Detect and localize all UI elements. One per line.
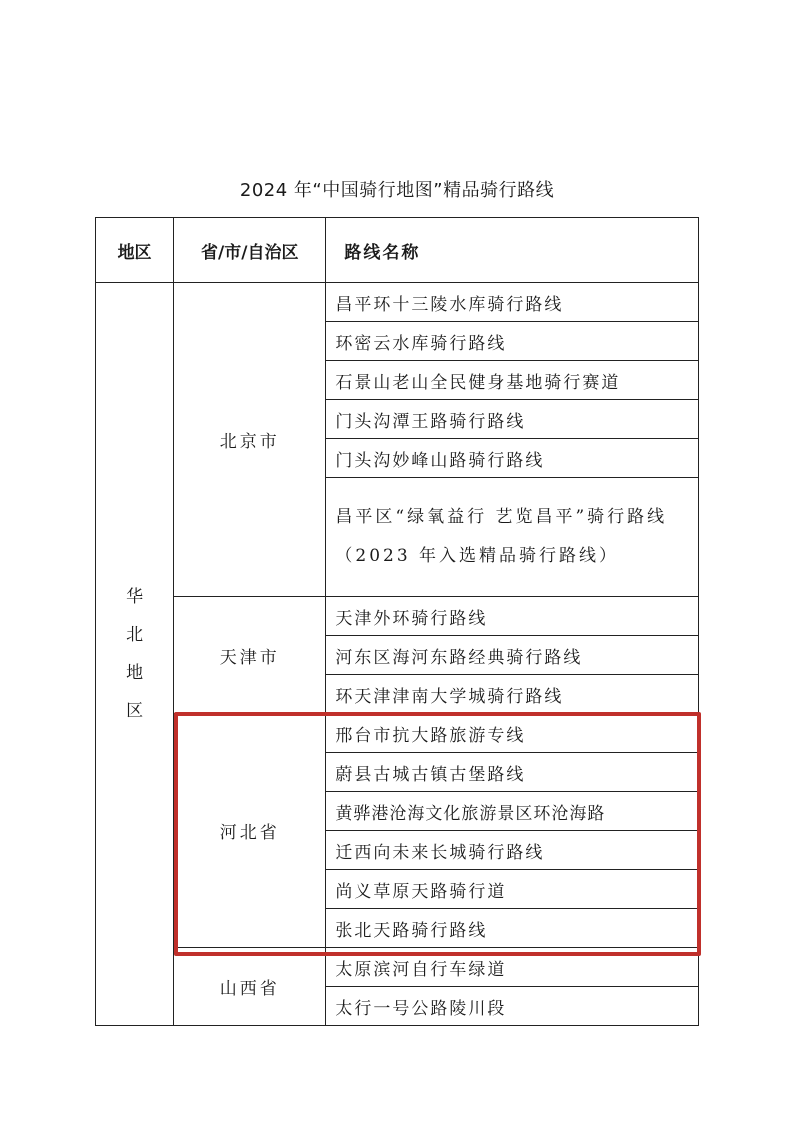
route-cell: 昌平区“绿氧益行 艺览昌平”骑行路线（2023 年入选精品骑行路线） bbox=[326, 478, 699, 597]
region-name: 华北地区 bbox=[126, 587, 144, 721]
header-route: 路线名称 bbox=[326, 218, 699, 283]
route-cell: 环天津津南大学城骑行路线 bbox=[326, 675, 699, 714]
route-cell: 张北天路骑行路线 bbox=[326, 909, 699, 948]
header-province: 省/市/自治区 bbox=[174, 218, 326, 283]
route-cell: 黄骅港沧海文化旅游景区环沧海路 bbox=[326, 792, 699, 831]
province-cell-hebei: 河北省 bbox=[174, 714, 326, 948]
route-cell: 昌平环十三陵水库骑行路线 bbox=[326, 283, 699, 322]
route-cell: 石景山老山全民健身基地骑行赛道 bbox=[326, 361, 699, 400]
table-row bbox=[96, 714, 699, 753]
document-title: 2024 年“中国骑行地图”精品骑行路线 bbox=[239, 180, 555, 201]
table-row bbox=[96, 597, 699, 636]
routes-table bbox=[95, 217, 699, 1026]
route-cell: 太行一号公路陵川段 bbox=[326, 987, 699, 1026]
route-cell: 尚义草原天路骑行道 bbox=[326, 870, 699, 909]
table-row bbox=[96, 283, 699, 322]
route-cell: 河东区海河东路经典骑行路线 bbox=[326, 636, 699, 675]
header-region: 地区 bbox=[96, 218, 174, 283]
region-cell bbox=[96, 283, 174, 1026]
route-cell: 邢台市抗大路旅游专线 bbox=[326, 714, 699, 753]
route-cell: 蔚县古城古镇古堡路线 bbox=[326, 753, 699, 792]
table-header-row bbox=[96, 218, 699, 283]
route-cell: 环密云水库骑行路线 bbox=[326, 322, 699, 361]
province-cell-shanxi: 山西省 bbox=[174, 948, 326, 1026]
route-cell: 迁西向未来长城骑行路线 bbox=[326, 831, 699, 870]
table-row bbox=[96, 948, 699, 987]
province-cell-beijing: 北京市 bbox=[174, 283, 326, 597]
route-cell: 门头沟潭王路骑行路线 bbox=[326, 400, 699, 439]
province-cell-tianjin: 天津市 bbox=[174, 597, 326, 714]
route-cell: 天津外环骑行路线 bbox=[326, 597, 699, 636]
route-cell: 太原滨河自行车绿道 bbox=[326, 948, 699, 987]
route-cell: 门头沟妙峰山路骑行路线 bbox=[326, 439, 699, 478]
